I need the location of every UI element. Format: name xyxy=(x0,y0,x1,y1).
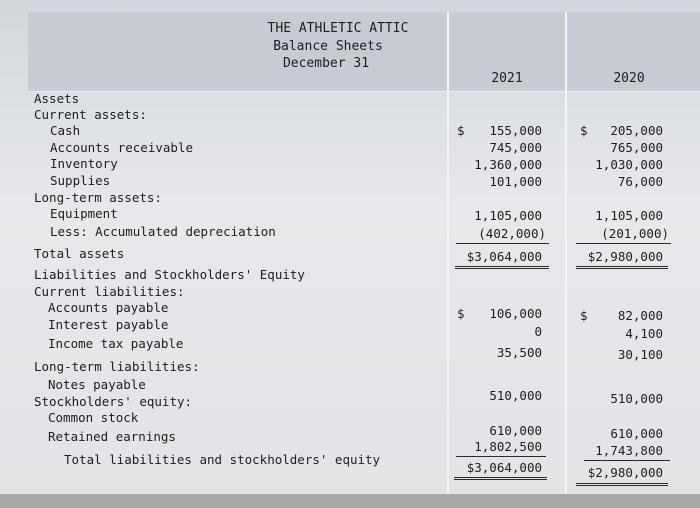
label-cash: Cash xyxy=(50,123,81,138)
section-long-term-liabilities: Long-term liabilities: xyxy=(34,359,200,374)
value-2021-accounts-receivable: 745,000 xyxy=(489,140,542,155)
value-2020-accumulated-depreciation: (201,000) xyxy=(601,226,669,241)
double-underline xyxy=(576,268,668,269)
label-inventory: Inventory xyxy=(50,156,118,171)
double-underline xyxy=(454,477,547,478)
value-2020-income-tax-payable: 30,100 xyxy=(617,347,663,362)
dollar-sign: $ xyxy=(580,123,588,138)
value-2020-supplies: 76,000 xyxy=(617,174,663,189)
value-2021-supplies: 101,000 xyxy=(489,174,542,189)
value-2020-inventory: 1,030,000 xyxy=(595,157,663,172)
section-current-assets: Current assets: xyxy=(34,107,147,122)
double-underline xyxy=(455,266,549,267)
value-2020-interest-payable: 4,100 xyxy=(625,326,663,341)
double-underline xyxy=(576,483,668,484)
value-2021-retained-earnings: 1,802,500 xyxy=(474,439,542,454)
section-stockholders-equity: Stockholders' equity: xyxy=(34,394,193,409)
value-2020-equipment: 1,105,000 xyxy=(595,208,663,223)
double-underline xyxy=(576,266,668,267)
header-rule xyxy=(28,91,700,92)
value-2020-common-stock: 610,000 xyxy=(610,426,663,441)
value-2021-inventory: 1,360,000 xyxy=(474,157,542,172)
label-accumulated-depreciation: Less: Accumulated depreciation xyxy=(50,224,276,239)
label-equipment: Equipment xyxy=(50,206,118,221)
statement-title: Balance Sheets xyxy=(273,39,383,54)
value-2021-cash: 155,000 xyxy=(489,123,542,138)
label-interest-payable: Interest payable xyxy=(48,317,169,332)
underline xyxy=(576,243,671,244)
value-2021-notes-payable: 510,000 xyxy=(489,388,542,403)
value-2021-income-tax-payable: 35,500 xyxy=(496,345,542,360)
value-2020-total-assets: $2,980,000 xyxy=(587,249,663,264)
value-2021-total-liabilities-equity: $3,064,000 xyxy=(466,460,542,475)
value-2021-accounts-payable: 106,000 xyxy=(489,306,542,321)
year-2020-header: 2020 xyxy=(613,71,645,86)
value-2021-total-assets: $3,064,000 xyxy=(466,249,542,264)
section-liabilities-equity: Liabilities and Stockholders' Equity xyxy=(34,267,305,282)
value-2020-retained-earnings: 1,743,800 xyxy=(595,443,663,458)
label-income-tax-payable: Income tax payable xyxy=(48,336,184,351)
underline xyxy=(456,243,549,244)
double-underline xyxy=(455,268,549,269)
label-accounts-receivable: Accounts receivable xyxy=(50,140,193,155)
value-2021-interest-payable: 0 xyxy=(534,324,542,339)
label-accounts-payable: Accounts payable xyxy=(48,300,169,315)
value-2021-common-stock: 610,000 xyxy=(489,423,542,438)
desk-edge xyxy=(0,494,700,508)
label-supplies: Supplies xyxy=(50,173,111,188)
double-underline xyxy=(454,479,547,480)
value-2020-notes-payable: 510,000 xyxy=(610,391,663,406)
section-current-liabilities: Current liabilities: xyxy=(34,284,185,299)
statement-date: December 31 xyxy=(282,56,370,71)
value-2021-accumulated-depreciation: (402,000) xyxy=(478,226,546,241)
underline xyxy=(584,460,670,461)
double-underline xyxy=(576,485,668,486)
dollar-sign: $ xyxy=(457,306,465,321)
section-assets: Assets xyxy=(34,91,80,106)
underline xyxy=(456,456,546,457)
value-2021-equipment: 1,105,000 xyxy=(474,208,542,223)
label-notes-payable: Notes payable xyxy=(48,377,146,392)
dollar-sign: $ xyxy=(580,308,588,323)
value-2020-accounts-receivable: 765,000 xyxy=(610,140,663,155)
value-2020-total-liabilities-equity: $2,980,000 xyxy=(587,465,663,480)
label-common-stock: Common stock xyxy=(48,410,139,425)
value-2020-cash: 205,000 xyxy=(610,123,663,138)
label-total-assets: Total assets xyxy=(34,246,125,261)
section-long-term-assets: Long-term assets: xyxy=(34,190,162,205)
company-name: THE ATHLETIC ATTIC xyxy=(267,21,409,36)
label-total-liabilities-equity: Total liabilities and stockholders' equity xyxy=(64,452,381,467)
year-2021-header: 2021 xyxy=(491,71,523,86)
value-2020-accounts-payable: 82,000 xyxy=(617,308,663,323)
label-retained-earnings: Retained earnings xyxy=(48,429,176,444)
dollar-sign: $ xyxy=(457,123,465,138)
